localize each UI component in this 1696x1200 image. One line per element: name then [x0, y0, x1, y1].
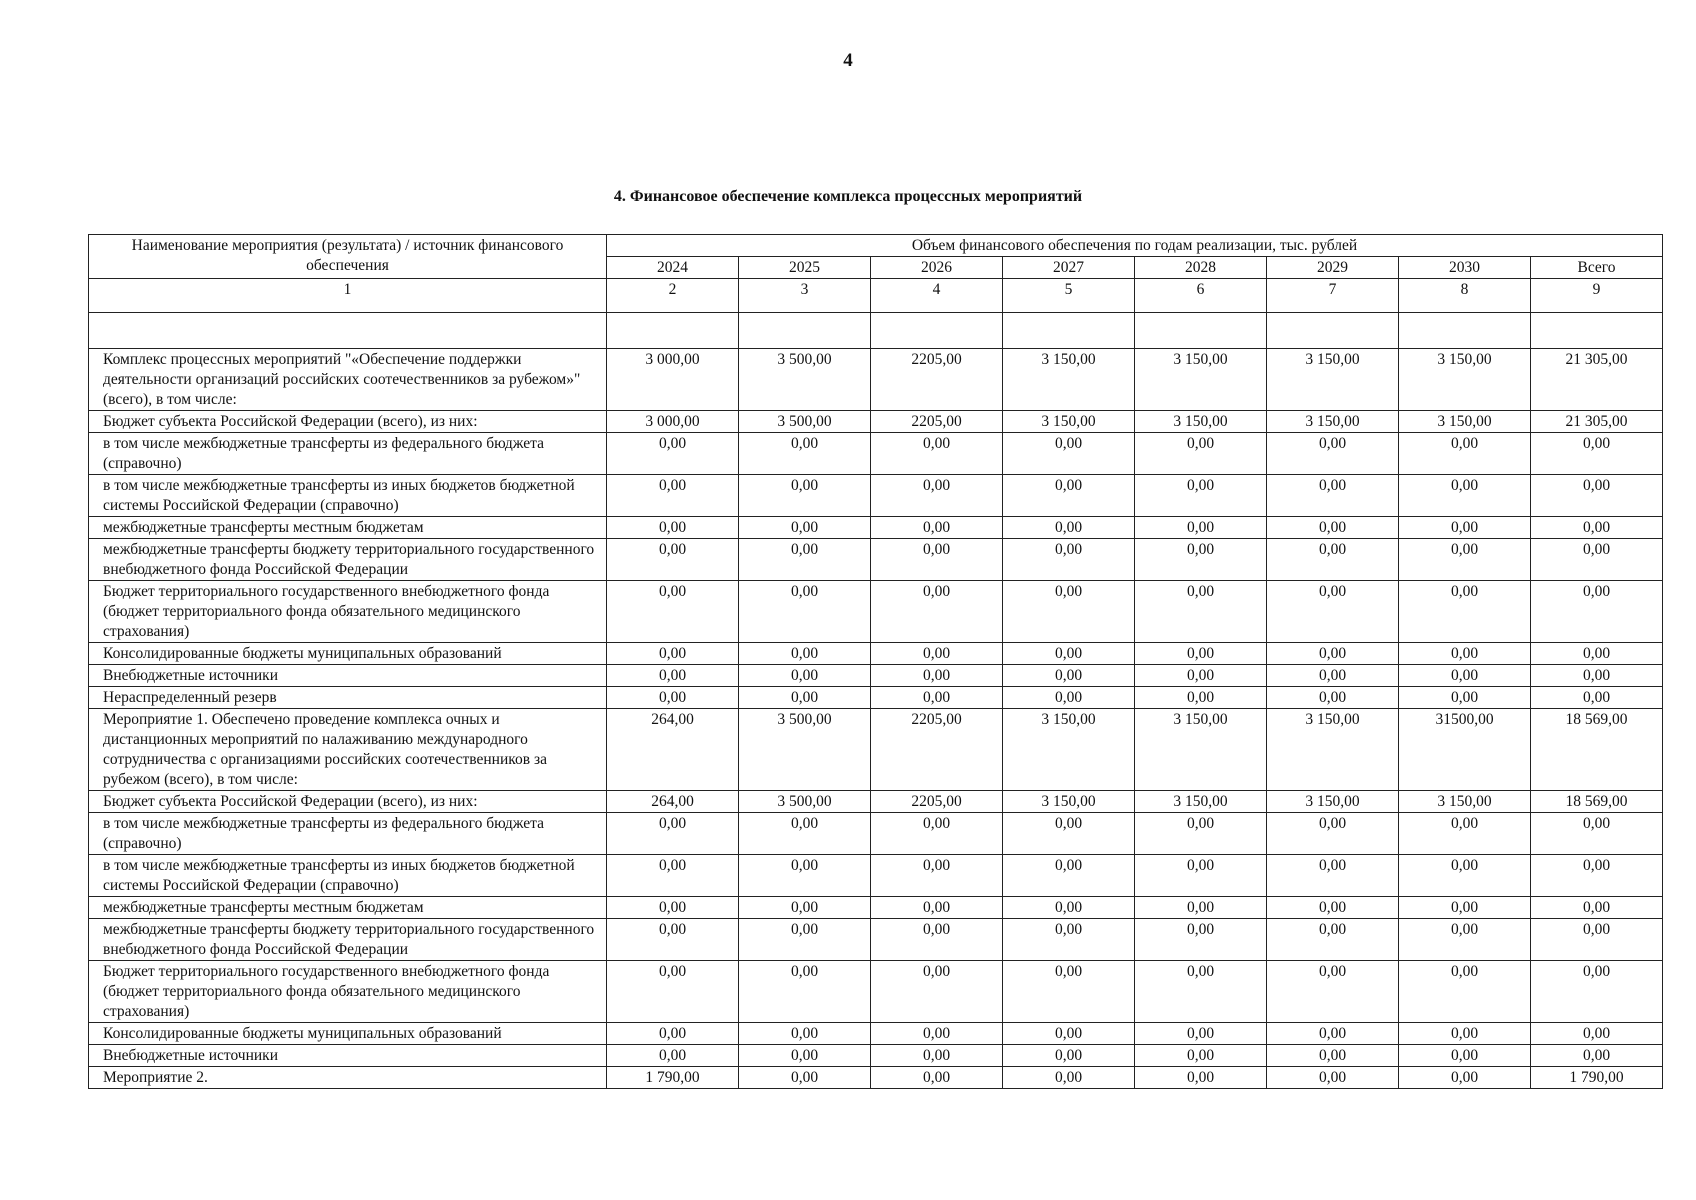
- row-name-cell: Мероприятие 1. Обеспечено проведение комплекса очных и дистанционных мероприятий по налаживанию международного сотрудничества с организациями российских соотечественников за рубежом (всего), в том числе:: [89, 709, 607, 791]
- row-name-cell: Бюджет субъекта Российской Федерации (всего), из них:: [89, 411, 607, 433]
- value-cell: 2205,00: [871, 791, 1003, 813]
- value-cell: 3 150,00: [1003, 709, 1135, 791]
- value-cell: 0,00: [1135, 643, 1267, 665]
- value-cell: 0,00: [871, 687, 1003, 709]
- value-cell: 3 150,00: [1267, 791, 1399, 813]
- table-body: [89, 349, 1663, 1089]
- table-row: [89, 411, 1663, 433]
- value-cell: 0,00: [1399, 1045, 1531, 1067]
- value-cell: 0,00: [1003, 1045, 1135, 1067]
- value-cell: 3 150,00: [1135, 349, 1267, 411]
- section-title: 4. Финансовое обеспечение комплекса процессных мероприятий: [613, 188, 1083, 205]
- row-name-cell: Внебюджетные источники: [89, 665, 607, 687]
- column-number-cell: 9: [1531, 279, 1663, 313]
- value-cell: 0,00: [1399, 517, 1531, 539]
- value-cell: 264,00: [607, 709, 739, 791]
- value-cell: 0,00: [1003, 897, 1135, 919]
- year-header-cell: 2025: [739, 257, 871, 279]
- table-row: [89, 1045, 1663, 1067]
- value-cell: 0,00: [1531, 919, 1663, 961]
- table-row: [89, 1067, 1663, 1089]
- value-cell: 0,00: [1531, 517, 1663, 539]
- financing-table: [88, 234, 1663, 1089]
- value-cell: 3 500,00: [739, 791, 871, 813]
- spacer-cell: [1003, 313, 1135, 349]
- value-cell: 0,00: [871, 1045, 1003, 1067]
- value-cell: 18 569,00: [1531, 709, 1663, 791]
- value-cell: 2205,00: [871, 709, 1003, 791]
- value-cell: 0,00: [871, 1023, 1003, 1045]
- value-cell: 1 790,00: [1531, 1067, 1663, 1089]
- value-cell: 3 150,00: [1135, 791, 1267, 813]
- value-cell: 0,00: [1399, 665, 1531, 687]
- column-number-cell: 7: [1267, 279, 1399, 313]
- row-name-cell: межбюджетные трансферты местным бюджетам: [89, 897, 607, 919]
- value-cell: 0,00: [1003, 433, 1135, 475]
- value-cell: 0,00: [607, 665, 739, 687]
- value-cell: 0,00: [1399, 961, 1531, 1023]
- value-cell: 0,00: [739, 919, 871, 961]
- value-cell: 0,00: [1135, 475, 1267, 517]
- value-cell: 3 150,00: [1135, 709, 1267, 791]
- value-cell: 0,00: [607, 687, 739, 709]
- value-cell: 1 790,00: [607, 1067, 739, 1089]
- value-cell: 0,00: [607, 581, 739, 643]
- value-cell: 0,00: [739, 433, 871, 475]
- value-cell: 0,00: [1135, 581, 1267, 643]
- value-cell: 0,00: [739, 897, 871, 919]
- value-cell: 0,00: [607, 475, 739, 517]
- header-name-cell: Наименование мероприятия (результата) / источник финансового обеспечения: [89, 235, 607, 279]
- value-cell: 0,00: [1267, 581, 1399, 643]
- value-cell: 0,00: [607, 855, 739, 897]
- value-cell: 3 500,00: [739, 709, 871, 791]
- value-cell: 0,00: [1531, 539, 1663, 581]
- value-cell: 3 000,00: [607, 411, 739, 433]
- value-cell: 0,00: [1003, 581, 1135, 643]
- value-cell: 0,00: [1135, 1045, 1267, 1067]
- value-cell: 0,00: [1003, 687, 1135, 709]
- value-cell: 3 150,00: [1267, 411, 1399, 433]
- value-cell: 0,00: [871, 581, 1003, 643]
- value-cell: 0,00: [607, 1023, 739, 1045]
- column-number-cell: 6: [1135, 279, 1267, 313]
- value-cell: 0,00: [1135, 539, 1267, 581]
- table-row: [89, 433, 1663, 475]
- value-cell: 3 150,00: [1399, 349, 1531, 411]
- value-cell: 0,00: [1135, 897, 1267, 919]
- value-cell: 0,00: [1267, 643, 1399, 665]
- value-cell: 0,00: [1135, 813, 1267, 855]
- value-cell: 0,00: [1267, 855, 1399, 897]
- value-cell: 0,00: [1003, 855, 1135, 897]
- value-cell: 0,00: [739, 665, 871, 687]
- value-cell: 0,00: [871, 539, 1003, 581]
- column-number-cell: 3: [739, 279, 871, 313]
- table-row: [89, 643, 1663, 665]
- value-cell: 0,00: [1003, 919, 1135, 961]
- value-cell: 3 150,00: [1399, 791, 1531, 813]
- value-cell: 0,00: [1399, 1067, 1531, 1089]
- value-cell: 0,00: [1267, 1023, 1399, 1045]
- value-cell: 0,00: [871, 643, 1003, 665]
- value-cell: 0,00: [1531, 643, 1663, 665]
- table-row: [89, 687, 1663, 709]
- value-cell: 0,00: [607, 517, 739, 539]
- year-header-cell: 2026: [871, 257, 1003, 279]
- value-cell: 0,00: [739, 687, 871, 709]
- spacer-cell: [89, 313, 607, 349]
- value-cell: 0,00: [1135, 1067, 1267, 1089]
- value-cell: 0,00: [1003, 665, 1135, 687]
- row-name-cell: межбюджетные трансферты бюджету территориального государственного внебюджетного фонда Российской Федерации: [89, 539, 607, 581]
- value-cell: 0,00: [1531, 813, 1663, 855]
- table-row: [89, 581, 1663, 643]
- row-name-cell: Нераспределенный резерв: [89, 687, 607, 709]
- value-cell: 3 150,00: [1267, 709, 1399, 791]
- value-cell: 0,00: [1003, 961, 1135, 1023]
- value-cell: 21 305,00: [1531, 411, 1663, 433]
- spacer-cell: [739, 313, 871, 349]
- value-cell: 0,00: [1531, 855, 1663, 897]
- value-cell: 0,00: [1267, 433, 1399, 475]
- year-header-cell: 2027: [1003, 257, 1135, 279]
- value-cell: 0,00: [1267, 1067, 1399, 1089]
- table-row: [89, 855, 1663, 897]
- value-cell: 3 000,00: [607, 349, 739, 411]
- table-row: [89, 709, 1663, 791]
- spacer-row: [89, 313, 1663, 349]
- value-cell: 0,00: [1003, 517, 1135, 539]
- table-row: [89, 665, 1663, 687]
- value-cell: 0,00: [1003, 475, 1135, 517]
- row-name-cell: в том числе межбюджетные трансферты из федерального бюджета (справочно): [89, 813, 607, 855]
- row-name-cell: Бюджет территориального государственного внебюджетного фонда (бюджет территориального фонда обязательного медицинского страхования): [89, 581, 607, 643]
- value-cell: 3 150,00: [1135, 411, 1267, 433]
- value-cell: 0,00: [871, 897, 1003, 919]
- value-cell: 0,00: [1135, 517, 1267, 539]
- value-cell: 0,00: [1135, 919, 1267, 961]
- year-header-cell: 2024: [607, 257, 739, 279]
- value-cell: 0,00: [739, 1045, 871, 1067]
- value-cell: 0,00: [1267, 539, 1399, 581]
- value-cell: 0,00: [871, 517, 1003, 539]
- value-cell: 0,00: [1399, 813, 1531, 855]
- table-row: [89, 1023, 1663, 1045]
- value-cell: 2205,00: [871, 411, 1003, 433]
- value-cell: 0,00: [739, 961, 871, 1023]
- value-cell: 0,00: [1267, 687, 1399, 709]
- value-cell: 0,00: [871, 665, 1003, 687]
- value-cell: 0,00: [607, 1045, 739, 1067]
- value-cell: 0,00: [1267, 1045, 1399, 1067]
- row-name-cell: межбюджетные трансферты местным бюджетам: [89, 517, 607, 539]
- value-cell: 3 150,00: [1267, 349, 1399, 411]
- column-number-cell: 2: [607, 279, 739, 313]
- spacer-cell: [1135, 313, 1267, 349]
- value-cell: 0,00: [1531, 433, 1663, 475]
- value-cell: 0,00: [1003, 1023, 1135, 1045]
- value-cell: 0,00: [1399, 539, 1531, 581]
- value-cell: 0,00: [1399, 897, 1531, 919]
- value-cell: 31500,00: [1399, 709, 1531, 791]
- value-cell: 0,00: [871, 433, 1003, 475]
- value-cell: 0,00: [1135, 433, 1267, 475]
- value-cell: 2205,00: [871, 349, 1003, 411]
- value-cell: 0,00: [1531, 1023, 1663, 1045]
- value-cell: 0,00: [1135, 855, 1267, 897]
- value-cell: 3 150,00: [1003, 791, 1135, 813]
- value-cell: 0,00: [1003, 643, 1135, 665]
- row-name-cell: Мероприятие 2.: [89, 1067, 607, 1089]
- value-cell: 0,00: [1267, 897, 1399, 919]
- value-cell: 0,00: [871, 475, 1003, 517]
- column-number-cell: 4: [871, 279, 1003, 313]
- value-cell: 0,00: [1267, 665, 1399, 687]
- value-cell: 0,00: [739, 581, 871, 643]
- row-name-cell: Консолидированные бюджеты муниципальных образований: [89, 1023, 607, 1045]
- row-name-cell: Внебюджетные источники: [89, 1045, 607, 1067]
- value-cell: 0,00: [1531, 897, 1663, 919]
- row-name-cell: межбюджетные трансферты бюджету территориального государственного внебюджетного фонда Российской Федерации: [89, 919, 607, 961]
- row-name-cell: в том числе межбюджетные трансферты из иных бюджетов бюджетной системы Российской Федерации (справочно): [89, 855, 607, 897]
- value-cell: 0,00: [607, 643, 739, 665]
- value-cell: 0,00: [1399, 475, 1531, 517]
- value-cell: 18 569,00: [1531, 791, 1663, 813]
- spacer-cell: [1267, 313, 1399, 349]
- value-cell: 21 305,00: [1531, 349, 1663, 411]
- table-row: [89, 517, 1663, 539]
- value-cell: 0,00: [1531, 665, 1663, 687]
- value-cell: 0,00: [1531, 581, 1663, 643]
- table-row: [89, 961, 1663, 1023]
- value-cell: 0,00: [739, 517, 871, 539]
- year-header-cell: 2029: [1267, 257, 1399, 279]
- value-cell: 0,00: [871, 919, 1003, 961]
- year-header-cell: Всего: [1531, 257, 1663, 279]
- value-cell: 0,00: [1267, 475, 1399, 517]
- value-cell: 0,00: [739, 539, 871, 581]
- value-cell: 0,00: [607, 539, 739, 581]
- spacer-cell: [607, 313, 739, 349]
- header-volume-cell: Объем финансового обеспечения по годам реализации, тыс. рублей: [607, 235, 1663, 257]
- table-row: [89, 897, 1663, 919]
- table-row: [89, 349, 1663, 411]
- year-header-cell: 2028: [1135, 257, 1267, 279]
- value-cell: 0,00: [607, 813, 739, 855]
- spacer-cell: [871, 313, 1003, 349]
- value-cell: 0,00: [1267, 919, 1399, 961]
- value-cell: 0,00: [739, 1067, 871, 1089]
- value-cell: 3 500,00: [739, 411, 871, 433]
- value-cell: 0,00: [871, 961, 1003, 1023]
- table-row: [89, 791, 1663, 813]
- column-number-cell: 5: [1003, 279, 1135, 313]
- page-number: 4: [843, 50, 853, 71]
- column-number-cell: 8: [1399, 279, 1531, 313]
- value-cell: 0,00: [871, 813, 1003, 855]
- value-cell: 0,00: [1135, 961, 1267, 1023]
- value-cell: 0,00: [1531, 687, 1663, 709]
- value-cell: 0,00: [1531, 1045, 1663, 1067]
- column-numbers-row: [89, 279, 1663, 313]
- value-cell: 0,00: [1267, 961, 1399, 1023]
- value-cell: 0,00: [1399, 433, 1531, 475]
- value-cell: 3 150,00: [1399, 411, 1531, 433]
- value-cell: 0,00: [1531, 961, 1663, 1023]
- value-cell: 0,00: [607, 897, 739, 919]
- row-name-cell: Консолидированные бюджеты муниципальных образований: [89, 643, 607, 665]
- value-cell: 0,00: [1003, 1067, 1135, 1089]
- spacer-cell: [1399, 313, 1531, 349]
- value-cell: 0,00: [739, 1023, 871, 1045]
- table-row: [89, 539, 1663, 581]
- column-number-cell: 1: [89, 279, 607, 313]
- value-cell: 3 500,00: [739, 349, 871, 411]
- year-header-cell: 2030: [1399, 257, 1531, 279]
- value-cell: 0,00: [1399, 581, 1531, 643]
- value-cell: 0,00: [739, 475, 871, 517]
- row-name-cell: Бюджет субъекта Российской Федерации (всего), из них:: [89, 791, 607, 813]
- value-cell: 3 150,00: [1003, 349, 1135, 411]
- value-cell: 0,00: [1399, 1023, 1531, 1045]
- value-cell: 0,00: [607, 961, 739, 1023]
- value-cell: 0,00: [1135, 665, 1267, 687]
- value-cell: 0,00: [607, 919, 739, 961]
- table-row: [89, 475, 1663, 517]
- row-name-cell: в том числе межбюджетные трансферты из федерального бюджета (справочно): [89, 433, 607, 475]
- spacer-cell: [1531, 313, 1663, 349]
- value-cell: 0,00: [1399, 687, 1531, 709]
- row-name-cell: Комплекс процессных мероприятий "«Обеспечение поддержки деятельности организаций российских соотечественников за рубежом»" (всего), в том числе:: [89, 349, 607, 411]
- value-cell: 3 150,00: [1003, 411, 1135, 433]
- value-cell: 0,00: [739, 813, 871, 855]
- value-cell: 0,00: [607, 433, 739, 475]
- value-cell: 0,00: [1399, 643, 1531, 665]
- value-cell: 0,00: [1003, 813, 1135, 855]
- value-cell: 0,00: [739, 643, 871, 665]
- table-row: [89, 813, 1663, 855]
- value-cell: 0,00: [1135, 687, 1267, 709]
- row-name-cell: Бюджет территориального государственного внебюджетного фонда (бюджет территориального фонда обязательного медицинского страхования): [89, 961, 607, 1023]
- value-cell: 264,00: [607, 791, 739, 813]
- row-name-cell: в том числе межбюджетные трансферты из иных бюджетов бюджетной системы Российской Федерации (справочно): [89, 475, 607, 517]
- value-cell: 0,00: [1267, 813, 1399, 855]
- value-cell: 0,00: [871, 1067, 1003, 1089]
- value-cell: 0,00: [1135, 1023, 1267, 1045]
- value-cell: 0,00: [1399, 855, 1531, 897]
- value-cell: 0,00: [739, 855, 871, 897]
- value-cell: 0,00: [1003, 539, 1135, 581]
- value-cell: 0,00: [1267, 517, 1399, 539]
- value-cell: 0,00: [1531, 475, 1663, 517]
- value-cell: 0,00: [1399, 919, 1531, 961]
- table-row: [89, 919, 1663, 961]
- value-cell: 0,00: [871, 855, 1003, 897]
